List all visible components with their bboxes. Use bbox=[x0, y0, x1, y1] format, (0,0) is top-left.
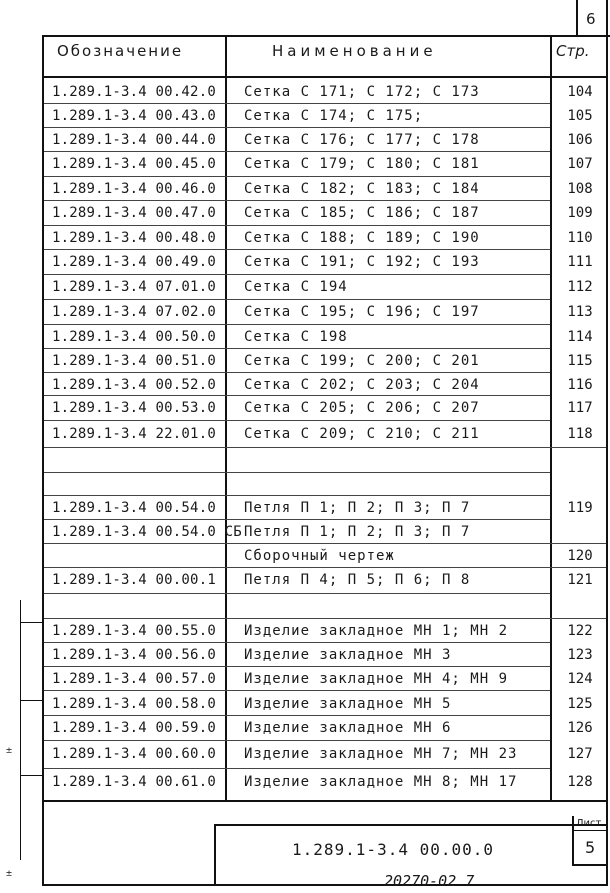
binding-margin-mark: ± bbox=[6, 745, 13, 756]
row-name: Сетка С 182; С 183; С 184 bbox=[244, 181, 480, 197]
row-rule bbox=[44, 715, 550, 716]
table-row bbox=[0, 349, 610, 373]
row-rule bbox=[44, 176, 550, 177]
stamp-sheet-box-line bbox=[572, 816, 574, 864]
row-rule bbox=[44, 372, 550, 373]
row-page: 108 bbox=[567, 181, 593, 197]
row-name: Сборочный чертеж bbox=[244, 548, 395, 564]
table-row bbox=[0, 396, 610, 420]
row-page: 106 bbox=[567, 132, 593, 148]
header-page: Стр. bbox=[556, 42, 590, 60]
row-name: Петля П 1; П 2; П 3; П 7 bbox=[244, 524, 471, 540]
stamp-sheet-box-bottom bbox=[572, 864, 608, 866]
row-name: Изделие закладное МН 8; МН 17 bbox=[244, 774, 518, 790]
row-rule bbox=[44, 768, 550, 769]
document-code: 1.289.1-3.4 00.00.0 bbox=[292, 840, 495, 859]
row-name: Сетка С 191; С 192; С 193 bbox=[244, 254, 480, 270]
row-page: 117 bbox=[567, 400, 593, 416]
row-name: Сетка С 198 bbox=[244, 329, 348, 345]
table-row bbox=[0, 80, 610, 104]
row-name: Сетка С 194 bbox=[244, 279, 348, 295]
row-name: Изделие закладное МН 6 bbox=[244, 720, 452, 736]
row-code: 1.289.1-3.4 00.61.0 bbox=[52, 774, 216, 790]
row-code: 1.289.1-3.4 00.48.0 bbox=[52, 230, 216, 246]
sheet-number: 5 bbox=[585, 838, 596, 857]
row-page: 105 bbox=[567, 108, 593, 124]
row-rule bbox=[44, 395, 550, 396]
frame-corner-box-left bbox=[576, 0, 578, 35]
row-name: Сетка С 185; С 186; С 187 bbox=[244, 205, 480, 221]
stamp-sheet-box-divider bbox=[572, 830, 608, 831]
table-row bbox=[0, 300, 610, 324]
stamp-inner-top-line bbox=[214, 824, 608, 826]
row-name: Сетка С 209; С 210; С 211 bbox=[244, 426, 480, 442]
row-rule bbox=[44, 618, 606, 619]
row-rule bbox=[44, 348, 550, 349]
row-code: 1.289.1-3.4 00.58.0 bbox=[52, 696, 216, 712]
table-row bbox=[0, 373, 610, 397]
row-page: 127 bbox=[567, 746, 593, 762]
row-name: Сетка С 188; С 189; С 190 bbox=[244, 230, 480, 246]
table-row bbox=[0, 226, 610, 250]
row-page: 111 bbox=[567, 254, 593, 270]
table-row bbox=[0, 177, 610, 201]
row-code: 1.289.1-3.4 00.56.0 bbox=[52, 647, 216, 663]
row-code: 1.289.1-3.4 00.55.0 bbox=[52, 623, 216, 639]
table-row bbox=[0, 275, 610, 299]
table-row bbox=[0, 692, 610, 716]
row-code: 1.289.1-3.4 00.60.0 bbox=[52, 746, 216, 762]
row-page: 118 bbox=[567, 426, 593, 442]
table-row bbox=[0, 568, 610, 592]
table-row bbox=[0, 520, 610, 544]
row-code: 1.289.1-3.4 07.02.0 bbox=[52, 304, 216, 320]
row-code: 1.289.1-3.4 22.01.0 bbox=[52, 426, 216, 442]
row-code: 1.289.1-3.4 00.51.0 bbox=[52, 353, 216, 369]
row-name: Изделие закладное МН 4; МН 9 bbox=[244, 671, 509, 687]
row-rule bbox=[44, 420, 550, 421]
row-page: 122 bbox=[567, 623, 593, 639]
table-row bbox=[0, 716, 610, 740]
row-code: 1.289.1-3.4 00.47.0 bbox=[52, 205, 216, 221]
row-rule bbox=[44, 666, 550, 667]
row-code: 1.289.1-3.4 00.49.0 bbox=[52, 254, 216, 270]
row-name: Петля П 1; П 2; П 3; П 7 bbox=[244, 500, 471, 516]
header-name: Наименование bbox=[272, 42, 437, 60]
header-code: Обозначение bbox=[57, 42, 184, 60]
table-row bbox=[0, 152, 610, 176]
row-rule bbox=[44, 642, 550, 643]
row-name: Сетка С 205; С 206; С 207 bbox=[244, 400, 480, 416]
table-row bbox=[0, 250, 610, 274]
table-row bbox=[0, 643, 610, 667]
row-page: 104 bbox=[567, 84, 593, 100]
row-name: Изделие закладное МН 5 bbox=[244, 696, 452, 712]
row-code: 1.289.1-3.4 07.01.0 bbox=[52, 279, 216, 295]
row-code: 1.289.1-3.4 00.54.0 bbox=[52, 500, 216, 516]
row-name: Изделие закладное МН 3 bbox=[244, 647, 452, 663]
frame-top-line bbox=[42, 35, 610, 37]
binding-margin-mark: ± bbox=[6, 868, 13, 879]
row-rule bbox=[44, 127, 550, 128]
row-page: 128 bbox=[567, 774, 593, 790]
row-rule bbox=[44, 690, 550, 691]
row-rule bbox=[44, 103, 550, 104]
row-rule bbox=[44, 543, 606, 544]
row-rule bbox=[44, 740, 550, 741]
row-rule bbox=[44, 274, 550, 275]
row-rule bbox=[44, 447, 606, 448]
row-page: 123 bbox=[567, 647, 593, 663]
row-name: Петля П 4; П 5; П 6; П 8 bbox=[244, 572, 471, 588]
row-name: Изделие закладное МН 1; МН 2 bbox=[244, 623, 509, 639]
stamp-left-line bbox=[214, 824, 216, 885]
row-page: 110 bbox=[567, 230, 593, 246]
row-name: Изделие закладное МН 7; МН 23 bbox=[244, 746, 518, 762]
row-code: 1.289.1-3.4 00.59.0 bbox=[52, 720, 216, 736]
table-row bbox=[0, 594, 610, 618]
header-bottom-line bbox=[42, 76, 606, 78]
row-page: 124 bbox=[567, 671, 593, 687]
row-page: 107 bbox=[567, 156, 593, 172]
row-name: Сетка С 176; С 177; С 178 bbox=[244, 132, 480, 148]
table-row bbox=[0, 742, 610, 766]
row-code: 1.289.1-3.4 00.43.0 bbox=[52, 108, 216, 124]
row-page: 126 bbox=[567, 720, 593, 736]
row-code: 1.289.1-3.4 00.46.0 bbox=[52, 181, 216, 197]
row-name: Сетка С 195; С 196; С 197 bbox=[244, 304, 480, 320]
row-page: 113 bbox=[567, 304, 593, 320]
stamp-top-line bbox=[42, 800, 608, 802]
corner-page-number: 6 bbox=[586, 10, 596, 28]
row-code: 1.289.1-3.4 00.00.1 bbox=[52, 572, 216, 588]
table-row bbox=[0, 770, 610, 794]
row-page: 119 bbox=[567, 500, 593, 516]
row-code: 1.289.1-3.4 00.53.0 bbox=[52, 400, 216, 416]
table-row bbox=[0, 104, 610, 128]
row-page: 112 bbox=[567, 279, 593, 295]
row-rule bbox=[44, 151, 550, 152]
row-name: Сетка С 171; С 172; С 173 bbox=[244, 84, 480, 100]
row-code: 1.289.1-3.4 00.54.0 СБ bbox=[52, 524, 242, 540]
row-rule bbox=[44, 495, 550, 496]
table-row bbox=[0, 619, 610, 643]
row-page: 125 bbox=[567, 696, 593, 712]
row-name: Сетка С 174; С 175; bbox=[244, 108, 424, 124]
row-page: 115 bbox=[567, 353, 593, 369]
table-row bbox=[0, 667, 610, 691]
row-code: 1.289.1-3.4 00.42.0 bbox=[52, 84, 216, 100]
table-row bbox=[0, 325, 610, 349]
row-code: 1.289.1-3.4 00.50.0 bbox=[52, 329, 216, 345]
row-name: Сетка С 202; С 203; С 204 bbox=[244, 377, 480, 393]
row-page: 114 bbox=[567, 329, 593, 345]
row-rule bbox=[44, 519, 550, 520]
row-code: 1.289.1-3.4 00.57.0 bbox=[52, 671, 216, 687]
row-page: 109 bbox=[567, 205, 593, 221]
row-rule bbox=[44, 567, 606, 568]
row-rule bbox=[44, 249, 550, 250]
archive-number: 20270-02 7 bbox=[384, 872, 475, 890]
table-row bbox=[0, 448, 610, 472]
row-name: Сетка С 199; С 200; С 201 bbox=[244, 353, 480, 369]
row-rule bbox=[44, 472, 550, 473]
table-row bbox=[0, 472, 610, 496]
row-rule bbox=[44, 200, 550, 201]
row-page: 116 bbox=[567, 377, 593, 393]
table-row bbox=[0, 496, 610, 520]
row-name: Сетка С 179; С 180; С 181 bbox=[244, 156, 480, 172]
frame-bottom-line bbox=[42, 884, 608, 886]
table-row bbox=[0, 201, 610, 225]
row-page: 121 bbox=[567, 572, 593, 588]
row-page: 120 bbox=[567, 548, 593, 564]
row-rule bbox=[44, 225, 550, 226]
row-code: 1.289.1-3.4 00.45.0 bbox=[52, 156, 216, 172]
table-row bbox=[0, 544, 610, 568]
row-rule bbox=[44, 593, 550, 594]
row-code: 1.289.1-3.4 00.44.0 bbox=[52, 132, 216, 148]
row-rule bbox=[44, 324, 550, 325]
row-code: 1.289.1-3.4 00.52.0 bbox=[52, 377, 216, 393]
row-rule bbox=[44, 299, 550, 300]
table-row bbox=[0, 128, 610, 152]
sheet-label: Лист bbox=[576, 818, 602, 829]
table-row bbox=[0, 422, 610, 446]
